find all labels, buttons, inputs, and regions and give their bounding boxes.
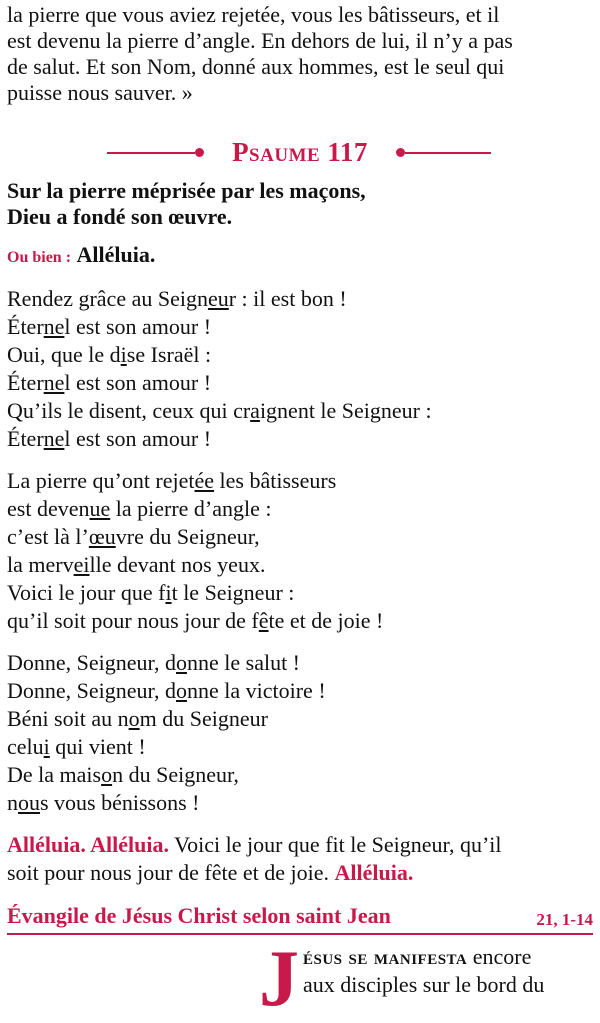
accented-syllable: œu — [88, 524, 116, 549]
stanza-line — [7, 761, 593, 789]
gospel-line — [303, 943, 593, 971]
stanza-line-text: t le Seigneur : — [171, 580, 295, 605]
heading-dot-right — [396, 148, 405, 157]
stanza-line-text: La pierre qu’ont rejet — [7, 468, 195, 493]
stanza-line-text: Oui, que le d — [7, 342, 121, 367]
stanza-line-text: te et de joie ! — [268, 608, 384, 633]
stanza-line-text: r : il est bon ! — [228, 286, 347, 311]
stanza-line-text: celu — [7, 734, 44, 759]
stanza-line — [7, 607, 593, 635]
psalm-stanza-2 — [7, 467, 593, 635]
accented-syllable: ue — [89, 496, 111, 521]
stanza-line-text: la pierre d’angle : — [110, 496, 272, 521]
accented-syllable: o — [175, 650, 187, 675]
stanza-line — [7, 495, 593, 523]
accented-syllable: ê — [258, 608, 269, 633]
stanza-line-text: Voici le jour que f — [7, 580, 166, 605]
gospel-text — [303, 943, 593, 999]
acclamation-text: soit pour nous jour de fête et de joie. — [7, 860, 335, 885]
stanza-line-text: ignent le Seigneur : — [259, 398, 432, 423]
heading-rule-right — [405, 152, 491, 154]
stanza-line-text: Qu’ils le disent, ceux qui cr — [7, 398, 251, 423]
stanza-line-text: l est son amour ! — [64, 426, 212, 451]
stanza-line-text: la merv — [7, 552, 74, 577]
accented-syllable: i — [43, 734, 50, 759]
refrain-line: Sur la pierre méprisée par les maçons, — [7, 178, 366, 203]
stanza-line — [7, 425, 593, 453]
stanza-line-text: s vous bénissons ! — [40, 790, 200, 815]
stanza-line — [7, 733, 593, 761]
alternate-text: Alléluia. — [76, 242, 156, 267]
page — [7, 0, 593, 1023]
stanza-line-text: vre du Seigneur, — [115, 524, 260, 549]
stanza-line-text: m du Seigneur — [139, 706, 268, 731]
stanza-line-text: Éter — [7, 370, 44, 395]
stanza-line-text: est deven — [7, 496, 90, 521]
stanza-line-text: c’est là l’ — [7, 524, 89, 549]
acclamation-alleluia: Alléluia. — [334, 860, 414, 885]
stanza-line — [7, 369, 593, 397]
intro-text — [7, 2, 593, 106]
stanza-line-text: l est son amour ! — [64, 314, 212, 339]
acclamation-alleluia: Alléluia. Alléluia. — [7, 832, 169, 857]
stanza-line-text: n — [7, 790, 18, 815]
stanza-line — [7, 677, 593, 705]
alternate-refrain — [7, 242, 593, 271]
accented-syllable: o — [128, 706, 140, 731]
stanza-line — [7, 789, 593, 817]
stanza-line — [7, 397, 593, 425]
accented-syllable: i — [165, 580, 172, 605]
accented-syllable: i — [120, 342, 127, 367]
accented-syllable: ne — [43, 314, 65, 339]
stanza-line-text: Donne, Seigneur, d — [7, 678, 176, 703]
accented-syllable: eu — [207, 286, 229, 311]
accented-syllable: a — [250, 398, 260, 423]
stanza-line — [7, 285, 593, 313]
accented-syllable: ée — [194, 468, 215, 493]
stanza-line — [7, 579, 593, 607]
psalm-title: Psaume 117 — [232, 137, 368, 167]
stanza-line-text: Éter — [7, 426, 44, 451]
gospel-reference: 21, 1-14 — [536, 910, 593, 929]
stanza-line — [7, 649, 593, 677]
stanza-line-text: De la mais — [7, 762, 102, 787]
psalm-stanza-1 — [7, 285, 593, 453]
stanza-line-text: les bâtisseurs — [214, 468, 337, 493]
intro-line: la pierre que vous aviez rejetée, vous les bâtisseurs, et il — [7, 2, 500, 27]
stanza-line-text: Donne, Seigneur, d — [7, 650, 176, 675]
stanza-line-text: qu’il soit pour nous jour de f — [7, 608, 259, 633]
drop-cap: J — [259, 935, 299, 1023]
gospel-acclamation — [7, 831, 593, 887]
stanza-line — [7, 551, 593, 579]
alternate-label: Ou bien : — [7, 249, 72, 266]
stanza-line — [7, 467, 593, 495]
stanza-line — [7, 341, 593, 369]
refrain-line: Dieu a fondé son œuvre. — [7, 204, 233, 229]
stanza-line-text: n du Seigneur, — [112, 762, 239, 787]
psalm-heading — [7, 134, 593, 174]
accented-syllable: ne — [43, 370, 65, 395]
gospel-line-smallcaps: ésus se manifesta — [303, 944, 468, 969]
intro-line: est devenu la pierre d’angle. En dehors de lui, il n’y a pas — [7, 28, 513, 53]
stanza-line — [7, 523, 593, 551]
gospel-title: Évangile de Jésus Christ selon saint Jean — [7, 903, 391, 928]
gospel-body — [7, 935, 593, 1023]
psalm-refrain — [7, 178, 593, 230]
stanza-line-text: Béni soit au n — [7, 706, 129, 731]
stanza-line-text: Éter — [7, 314, 44, 339]
accented-syllable: o — [101, 762, 113, 787]
stanza-line — [7, 313, 593, 341]
intro-line: de salut. Et son Nom, donné aux hommes, est le seul qui — [7, 54, 505, 79]
gospel-heading — [7, 901, 593, 935]
psalm-stanza-3 — [7, 649, 593, 817]
accented-syllable: ou — [18, 790, 40, 815]
acclamation-text: Voici le jour que fit le Seigneur, qu’il — [168, 832, 502, 857]
stanza-line-text: qui vient ! — [49, 734, 146, 759]
stanza-line-text: se Israël : — [126, 342, 212, 367]
stanza-line-text: l est son amour ! — [64, 370, 212, 395]
gospel-line-rest: encore — [467, 944, 532, 969]
gospel-line: aux disciples sur le bord du — [303, 972, 545, 997]
accented-syllable: ei — [73, 552, 90, 577]
stanza-line-text: nne le salut ! — [186, 650, 301, 675]
stanza-line-text: Rendez grâce au Seign — [7, 286, 208, 311]
stanza-line — [7, 705, 593, 733]
intro-line: puisse nous sauver. » — [7, 80, 193, 105]
accented-syllable: ne — [43, 426, 65, 451]
accented-syllable: o — [175, 678, 187, 703]
stanza-line-text: nne la victoire ! — [186, 678, 326, 703]
stanza-line-text: lle devant nos yeux. — [89, 552, 266, 577]
